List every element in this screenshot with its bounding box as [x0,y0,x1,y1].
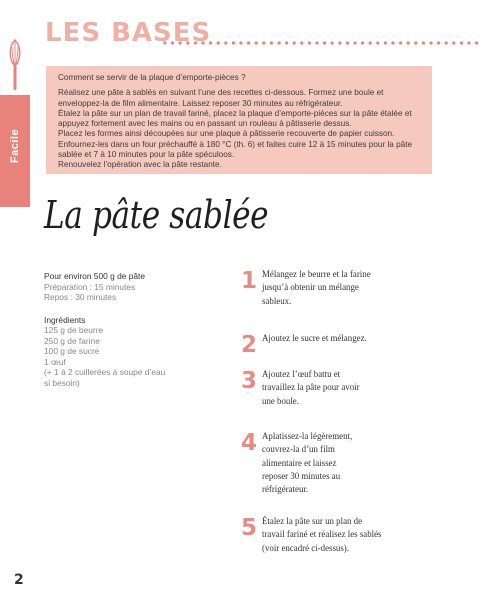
ingredient-item: 125 g de beurre [44,325,104,335]
ingredient-item: 250 g de farine [44,335,100,346]
step-line: Étalez la pâte sur un plan de [262,516,363,526]
info-paragraph: Réalisez une pâte à sablés en suivant l’une des recettes ci-dessous. Formez une boule et enveloppez-la de film alimentaire. Laissez reposer 30 minutes au réfrigérateur. [58,88,384,108]
step-text [262,515,427,555]
step-line: couvrez-la d’un film [262,444,335,455]
ingredient-item: 100 g de sucre [44,346,100,356]
step-line: réfrigérateur. [262,484,309,495]
step-line: jusqu’à obtenir un mélange [262,282,359,293]
info-paragraph: Renouvelez l’opération avec la pâte restante. [58,160,222,170]
info-question: Comment se servir de la plaque d’emporte-pièces ? [58,73,246,82]
whisk-icon [8,38,22,94]
page-number: 2 [14,572,24,588]
step-text [262,430,427,496]
step-text [262,332,427,345]
info-paragraph: Enfournez-les dans un four préchauffé à 180 °C (th. 6) et faites cuire 12 à 15 minutes pour la pâte sablée et 7 à 10 minutes pour la pâte spéculoos. [58,139,413,160]
recipe-info [44,271,184,388]
step-line: Ajoutez l’œuf battu et [262,369,341,379]
step-line: sableux. [262,295,292,306]
step-number: 1 [240,268,257,294]
recipe-title: La pâte sablée [44,193,269,237]
step-line: (voir encadré ci-dessus). [262,542,349,553]
ingredient-item: si besoin) [44,377,80,388]
step-text [262,368,427,408]
step-line: une boule. [262,395,299,406]
step-line: alimentaire et laissez [262,457,337,468]
step-line: Mélangez le beurre et la farine [262,269,371,279]
step-number: 3 [240,368,257,394]
ingredient-item: (+ 1 à 2 cuillerées à soupe d’eau [44,367,166,377]
recipe-yield: Pour environ 500 g de pâte [44,271,146,281]
dotted-rule [162,40,480,46]
section-title: LES BASES [45,18,212,48]
step-line: reposer 30 minutes au [262,470,341,481]
ingredient-item: 1 œuf [44,356,66,367]
side-tab-label: Facile [9,128,21,164]
step-line: travaillez la pâte pour avoir [262,382,360,393]
info-paragraph: Étalez la pâte sur un plan de travail fariné, placez la plaque d’emporte-pièces sur la pâte étalée et appuyez fortement avec les mains ou en passant un rouleau à pâtisserie dessus. [58,108,412,129]
prep-time: Préparation : 15 minutes [44,281,136,292]
ingredients-heading: Ingrédients [44,314,86,325]
step-line: Ajoutez le sucre et mélangez. [262,333,367,343]
step-number: 5 [240,515,257,541]
info-paragraph: Placez les formes ainsi découpées sur une plaque à pâtisserie recouverte de papier cuisson. [58,129,395,139]
info-box-text [58,73,430,171]
rest-time: Repos : 30 minutes [44,292,117,302]
step-number: 2 [240,332,257,358]
step-line: travail fariné et réalisez les sablés [262,529,382,540]
step-number: 4 [240,430,257,456]
step-line: Aplatissez-la légèrement, [262,431,353,441]
step-text [262,268,427,308]
